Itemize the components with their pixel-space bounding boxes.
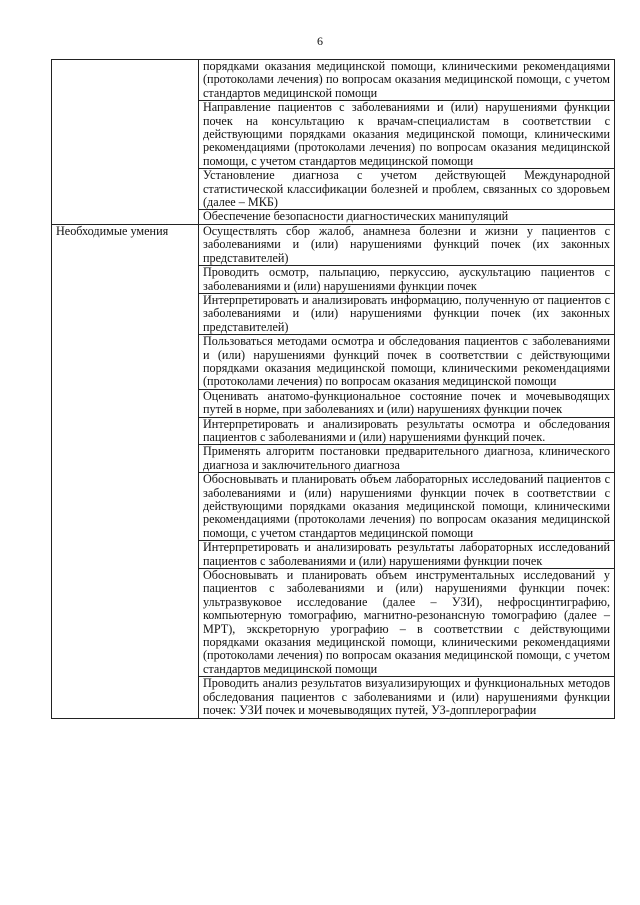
table-row [52, 335, 615, 390]
table-cell: Обосновывать и планировать объем лабораторных исследований пациентов с заболеваниями и (или) нарушениями функции почек в соответствии с действующими порядками оказания медицинской помощи, клиническими рекомендациями (протоколами лечения) по вопросам оказания медицинской помощи, с учетом стандартов медицинской помощи [199, 473, 615, 541]
section-label: Необходимые умения [52, 224, 199, 265]
table-cell: Направление пациентов с заболеваниями и (или) нарушениями функции почек на консультацию к врачам-специалистам в соответствии с действующими порядками оказания медицинской помощи, клиническими рекомендациями (протоколами лечения) по вопросам оказания медицинской помощи, с учетом стандартов медицинской помощи [199, 101, 615, 169]
requirements-table [51, 59, 615, 719]
label-cell-empty [52, 417, 199, 445]
table-cell: Интерпретировать и анализировать результаты лабораторных исследований пациентов с заболеваниями и (или) нарушениями функции почек [199, 541, 615, 569]
table-cell: Осуществлять сбор жалоб, анамнеза болезни и жизни у пациентов с заболеваниями и (или) нарушениями функций почек (их законных представителей) [199, 224, 615, 265]
table-cell: Проводить осмотр, пальпацию, перкуссию, аускультацию пациентов с заболеваниями и (или) нарушениями функции почек [199, 266, 615, 294]
table-cell: Проводить анализ результатов визуализирующих и функциональных методов обследования пациентов с заболеваниями и (или) нарушениями функции почек: УЗИ почек и мочевыводящих путей, УЗ-допплерографии [199, 677, 615, 718]
table-cell: Интерпретировать и анализировать информацию, полученную от пациентов с заболеваниями и (или) нарушениями функции почек (их законных представителей) [199, 293, 615, 334]
table-cell: Установление диагноза с учетом действующей Международной статистической классификации болезней и проблем, связанных со здоровьем (далее – МКБ) [199, 169, 615, 210]
label-cell-empty [52, 293, 199, 334]
table-cell: Пользоваться методами осмотра и обследования пациентов с заболеваниями и (или) нарушениями функций почек в соответствии с действующими порядками оказания медицинской помощи, клиническими рекомендациями (протоколами лечения) по вопросам оказания медицинской помощи [199, 335, 615, 390]
table-row [52, 266, 615, 294]
table-row [52, 417, 615, 445]
table-row [52, 210, 615, 224]
label-cell-empty [52, 60, 199, 101]
label-cell-empty [52, 101, 199, 169]
table-row [52, 677, 615, 718]
table-row [52, 473, 615, 541]
label-cell-empty [52, 473, 199, 541]
table-row [52, 101, 615, 169]
table-row [52, 569, 615, 677]
table-cell: Интерпретировать и анализировать результаты осмотра и обследования пациентов с заболеваниями и (или) нарушениями функций почек. [199, 417, 615, 445]
table-row [52, 224, 615, 265]
table-row [52, 169, 615, 210]
table-row [52, 389, 615, 417]
label-cell-empty [52, 541, 199, 569]
table-cell: порядками оказания медицинской помощи, клиническими рекомендациями (протоколами лечения) по вопросам оказания медицинской помощи, с учетом стандартов медицинской помощи [199, 60, 615, 101]
table-cell: Применять алгоритм постановки предварительного диагноза, клинического диагноза и заключительного диагноза [199, 445, 615, 473]
table-cell: Обосновывать и планировать объем инструментальных исследований у пациентов с заболеваниями и (или) нарушениями функции почек: ультразвуковое исследование (далее – УЗИ), нефросцинтиграфию, компьютерную томографию, магнитно-резонансную томографию (далее – МРТ), экскреторную урографию – в соответствии с действующими порядками оказания медицинской помощи, клиническими рекомендациями (протоколами лечения) по вопросам оказания медицинской помощи, с учетом стандартов медицинской помощи [199, 569, 615, 677]
label-cell-empty [52, 569, 199, 677]
label-cell-empty [52, 445, 199, 473]
label-cell-empty [52, 335, 199, 390]
label-cell-empty [52, 169, 199, 210]
table-cell: Обеспечение безопасности диагностических манипуляций [199, 210, 615, 224]
label-cell-empty [52, 677, 199, 718]
label-cell-empty [52, 210, 199, 224]
table-cell: Оценивать анатомо-функциональное состояние почек и мочевыводящих путей в норме, при заболеваниях и (или) нарушениях функции почек [199, 389, 615, 417]
table-row [52, 60, 615, 101]
page-number: 6 [317, 34, 323, 48]
table-row [52, 541, 615, 569]
table-row [52, 293, 615, 334]
label-cell-empty [52, 389, 199, 417]
table-row [52, 445, 615, 473]
label-cell-empty [52, 266, 199, 294]
